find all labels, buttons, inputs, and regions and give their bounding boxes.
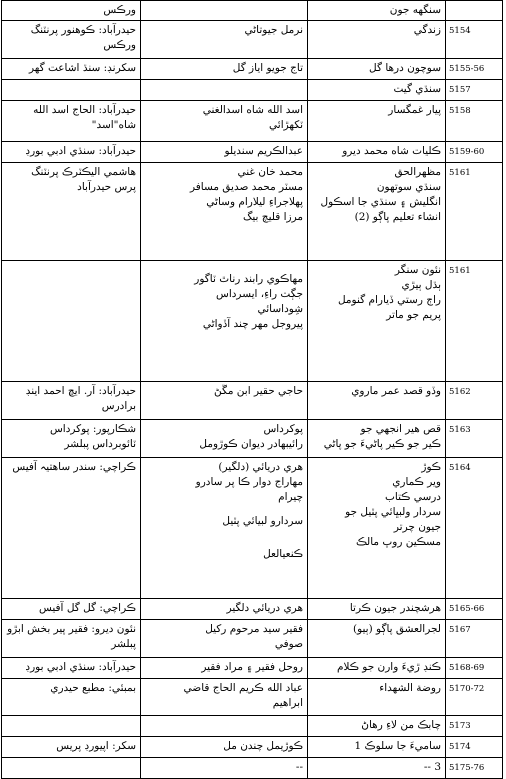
book-publisher-line: ڪراچي: گل گل آفيس [38,602,136,614]
book-publisher [2,679,141,716]
table-row [2,737,503,758]
book-author [141,599,308,620]
book-author [141,420,308,458]
entry-number [446,1,503,21]
catalog-body [2,1,503,779]
table-row [2,80,503,101]
book-author [141,382,308,420]
book-publisher [2,21,141,59]
table-row [2,458,503,599]
book-title-line: راڄ رستي ڏيارام گنومل [337,294,441,306]
book-title-line: جيون چرتر [393,521,441,533]
book-author [141,80,308,101]
book-publisher-line: برادرس [101,400,136,412]
book-title-line: ڪنڊ ڙيءَ وارن جو ڪلام [337,661,441,673]
book-title-line: ساميءَ جا سلوڪ 1 [354,740,441,752]
book-author [141,1,308,21]
table-row [2,163,503,261]
book-publisher [2,101,141,142]
book-author-line: تاج جويو اياز گل [232,62,303,74]
book-author-line: اسد الله شاه اسدالغني [202,104,303,116]
book-author-line: مهاراج دوار ڪا پر سادرو [195,476,303,488]
entry-number: 5175-76 [446,758,503,779]
book-publisher [2,261,141,382]
book-title-line: هرشچندر جيون ڪرتا [349,602,441,614]
book-publisher-line: ورڪس [103,4,136,16]
book-publisher [2,142,141,163]
book-author [141,458,308,599]
table-row [2,1,503,21]
book-title [308,163,446,261]
book-author-line: ابراهيم [272,697,303,709]
book-title [308,142,446,163]
book-publisher-line: حيدرآباد: سنڌي ادبي بورڊ [25,145,136,157]
book-author [141,620,308,658]
book-publisher [2,80,141,101]
book-author-line: عباد الله ڪريم الحاج قاضي [183,682,303,694]
book-publisher [2,620,141,658]
entry-number: 5163 [446,420,503,458]
book-publisher [2,458,141,599]
book-publisher-line: پرس حيدرآباد [77,181,136,193]
table-row [2,142,503,163]
book-publisher-line: حيدرآباد: آر. ايڇ احمد اينڊ [25,385,136,397]
book-title-line: سنڌي سوتهون [376,181,441,193]
book-publisher-line: ورڪس [103,39,136,51]
table-row [2,261,503,382]
table-row [2,59,503,80]
book-title [308,21,446,59]
book-publisher-line: بمبئي: مطبع حيدري [50,682,136,694]
book-publisher-line: حيدرآباد: ڪوهنور پرنٽنگ [30,24,136,36]
entry-number: 5154 [446,21,503,59]
table-row [2,420,503,458]
book-author-line: پهلاجراءِ ليلارام وساڻي [206,196,303,208]
book-author-line: شِوداسائي [257,303,303,315]
table-row [2,21,503,59]
table-row [2,679,503,716]
entry-number: 5167 [446,620,503,658]
entry-number: 5158 [446,101,503,142]
book-author [141,261,308,382]
book-title-line: پريم جو ماتر [386,309,441,321]
book-title [308,716,446,737]
entry-number: 5157 [446,80,503,101]
book-publisher-line: حيدرآباد: سنڌي ادبي بورڊ [25,661,136,673]
table-row [2,620,503,658]
book-author [141,59,308,80]
book-author-line: جڳت راءِ، ايسرداس [216,288,303,300]
book-title-line: نئون سنگر [394,264,441,276]
book-author-line: ڪنعيالعل [263,548,303,560]
book-publisher-line: سکر: اپيورڊ پريس [56,740,136,752]
book-title [308,737,446,758]
book-title-line: سردار ولبڀائي پٽيل جو [345,506,441,518]
book-publisher [2,59,141,80]
book-title [308,1,446,21]
book-author-line: ڪوڙيمل چندن مل [223,740,303,752]
book-title [308,80,446,101]
book-publisher [2,163,141,261]
book-title-line: 3 -- [423,761,441,773]
book-title [308,620,446,658]
book-title [308,59,446,80]
book-publisher [2,758,141,779]
book-author [141,21,308,59]
book-publisher-line: شڪارپور: پوکرداس [49,423,136,435]
book-author-line [145,538,303,547]
book-publisher-line: ڪراچي: سندر ساهتيہ آفيس [12,461,136,473]
book-author-line: رائيبهادر ديوان ڪوڙومل [199,438,303,450]
book-publisher-line: شاه"اسد" [91,119,136,131]
catalog-table [1,0,503,779]
book-author-line: -- [295,761,303,773]
entry-number: 5161 [446,261,503,382]
book-publisher-line: حيدرآباد: الحاج اسد الله [33,104,136,116]
book-title-line: مظهرالحق [394,166,441,178]
book-title [308,382,446,420]
book-title-line: زندگي [413,24,441,36]
table-row [2,758,503,779]
book-publisher-line: هاشمي اليڪٽرڪ پرنٽنگ [31,166,136,178]
book-title-line: روضة الشهداء [379,682,441,694]
book-publisher [2,382,141,420]
book-title [308,420,446,458]
book-author [141,679,308,716]
book-publisher-line: نئون ديرو: فقير پير بخش ابڙو [7,623,136,635]
book-author [141,658,308,679]
book-author-line: فقير سيد مرحوم رکيل [205,623,303,635]
book-title [308,758,446,779]
book-author-line: روحل فقير ۽ مراد فقير [201,661,303,673]
book-author-line: حاجي حقير ابن مڱڻ [214,385,303,397]
book-title-line: لجرالعشق پاڳو (ٻيو) [352,623,441,635]
book-title-line: انشاء تعليم پاڳو (2) [354,211,441,223]
book-author-line: صوفي [274,638,303,650]
book-publisher [2,737,141,758]
book-title [308,261,446,382]
book-author-line [145,529,303,538]
book-author-line: سردارو لبيائي پٽيل [222,515,303,527]
entry-number: 5173 [446,716,503,737]
book-title [308,458,446,599]
book-author [141,101,308,142]
book-author-line: نرمل جيوتاڻي [244,24,303,36]
book-title-line: سنڌي گيت [393,83,441,95]
book-publisher [2,658,141,679]
entry-number: 5162 [446,382,503,420]
book-author-line [145,263,303,272]
entry-number: 5159-60 [446,142,503,163]
book-title-line: چابڪ من لاءِ رهاڻ [361,719,441,731]
book-title-line: وڏو قصد عمر ماروي [351,385,441,397]
book-author-line [145,505,303,514]
book-author-line: عبدالڪريم سنديلو [224,145,303,157]
book-title-line: سوچون درها گل [369,62,441,74]
book-title-line: انگليش ۽ سنڌي جا اسڪول [320,196,441,208]
book-publisher [2,420,141,458]
book-author-line: پيروجل مهر چند آڏواڻي [202,318,303,330]
book-author-line: ٽکهڙائي [269,119,303,131]
book-title [308,599,446,620]
table-row [2,658,503,679]
book-title-line: مسڪين روپ مالڪ [355,536,441,548]
entry-number: 5161 [446,163,503,261]
book-author-line: چيرام [278,491,303,503]
table-row [2,101,503,142]
book-publisher [2,599,141,620]
entry-number: 5174 [446,737,503,758]
book-author-line: پوکرداس [263,423,303,435]
book-author-line: هري دريائي (دلگير) [218,461,303,473]
book-title-line: ڪير جو ڪير پاڻيءَ جو پاڻي [323,438,441,450]
book-title [308,658,446,679]
entry-number: 5165-66 [446,599,503,620]
table-row [2,716,503,737]
book-title-line: قص هير انجهي جو [360,423,441,435]
table-row [2,382,503,420]
book-author-line: مرزا قليچ بيگ [242,211,303,223]
book-author [141,716,308,737]
book-title [308,101,446,142]
book-author [141,737,308,758]
book-author-line: مهاڪوي رابند رناٿ ٽاگور [194,273,303,285]
book-author [141,758,308,779]
book-title-line: پيار غمگسار [388,104,441,116]
book-publisher [2,716,141,737]
entry-number: 5170-72 [446,679,503,716]
table-row [2,599,503,620]
entry-number: 5155-56 [446,59,503,80]
entry-number: 5164 [446,458,503,599]
book-title-line: درسي ڪتاب [384,491,441,503]
book-title-line: ٻڌل ٻيڙي [401,279,441,291]
book-author [141,163,308,261]
book-publisher-line: پبلشر [111,638,136,650]
book-title-line: ڪوڙ [421,461,441,473]
book-author-line: هري دريائي دلگير [226,602,303,614]
entry-number: 5168-69 [446,658,503,679]
book-title-line: ڪليات شاه محمد ديرو [342,145,441,157]
book-publisher-line: سکرنڊ: سنڌ اشاعت گهر [29,62,136,74]
book-title-line: سنگهه جون [389,4,441,16]
book-publisher [2,1,141,21]
book-author-line: مسٽر محمد صديق مسافر [189,181,303,193]
book-author-line: محمد خان غني [237,166,303,178]
book-publisher-line: ٽائوبرداس پبلشر [64,438,136,450]
book-title [308,679,446,716]
book-title-line: وير ڪماري [392,476,441,488]
book-author [141,142,308,163]
